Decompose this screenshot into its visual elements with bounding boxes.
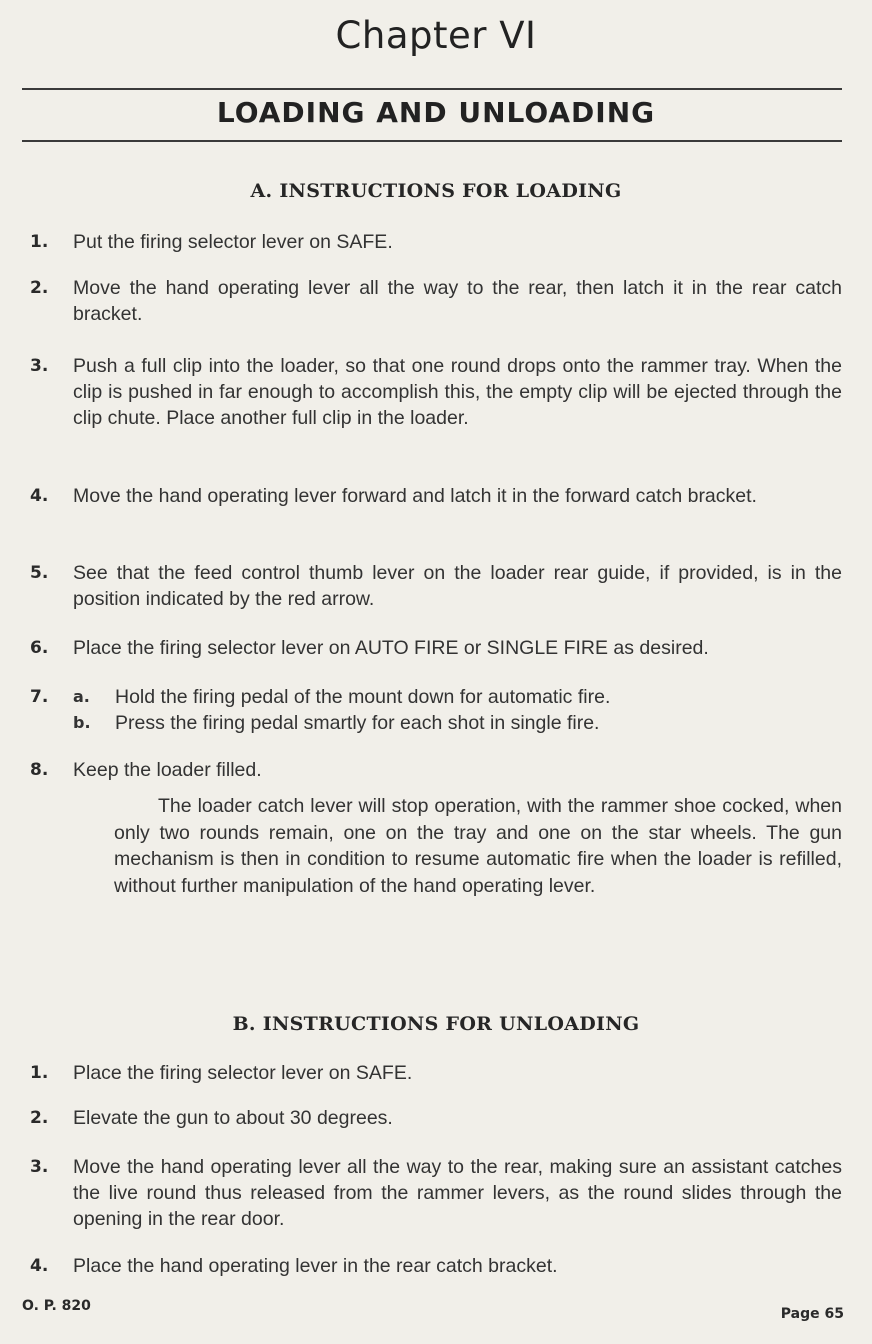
loading-step-6 (30, 635, 842, 661)
unloading-step-4 (30, 1253, 842, 1279)
substep-b (73, 710, 842, 736)
loading-step-2 (30, 275, 842, 327)
substep-a (73, 684, 842, 710)
step-text: Move the hand operating lever all the way to the rear, then latch it in the rear catch bracket. (73, 277, 842, 325)
unloading-step-2 (30, 1105, 842, 1131)
step-text: Push a full clip into the loader, so that one round drops onto the rammer tray. When the clip is pushed in far enough to accomplish this, the empty clip will be ejected through the clip chute. Place another full clip in the loader. (73, 355, 842, 429)
section-a-heading: A. INSTRUCTIONS FOR LOADING (250, 180, 622, 202)
document-number: O. P. 820 (22, 1298, 91, 1314)
loader-catch-note: The loader catch lever will stop operation, with the rammer shoe cocked, when only two rounds remain, one on the tray and one on the star wheels. The gun mechanism is then in condition to resume automatic fire when the loader is refilled, without further manipulation of the hand operating lever. (114, 795, 842, 897)
step-number: 2. (30, 278, 49, 298)
loading-step-4 (30, 483, 842, 509)
loading-step-5 (30, 560, 842, 612)
chapter-heading: Chapter VI (335, 14, 537, 57)
unloading-step-3 (30, 1154, 842, 1232)
step-number: 6. (30, 638, 49, 658)
step-number: 1. (30, 232, 49, 252)
loading-step-7 (30, 684, 842, 736)
step-number: 5. (30, 563, 49, 583)
step-text: Move the hand operating lever forward and latch it in the forward catch bracket. (73, 485, 757, 507)
loading-step-8 (30, 757, 842, 783)
page-title: LOADING AND UNLOADING (216, 96, 656, 129)
step-text: Elevate the gun to about 30 degrees. (73, 1107, 393, 1129)
step-text: Place the firing selector lever on SAFE. (73, 1062, 413, 1084)
unloading-step-1 (30, 1060, 842, 1086)
step-number: 4. (30, 486, 49, 506)
step-number: 2. (30, 1108, 49, 1128)
step-number: 3. (30, 356, 49, 376)
step-text: See that the feed control thumb lever on the loader rear guide, if provided, is in the position indicated by the red arrow. (73, 562, 842, 610)
title-rule (22, 140, 842, 142)
step-text: Move the hand operating lever all the way to the rear, making sure an assistant catches the live round thus released from the rammer levers, as the round slides through the opening in the rear door. (73, 1156, 842, 1230)
top-rule (22, 88, 842, 90)
substep-letter: b. (73, 713, 91, 732)
loading-step-3 (30, 353, 842, 431)
section-b-heading: B. INSTRUCTIONS FOR UNLOADING (232, 1013, 640, 1035)
step-text: Place the hand operating lever in the rear catch bracket. (73, 1255, 558, 1277)
step-number: 1. (30, 1063, 49, 1083)
step-number: 3. (30, 1157, 49, 1177)
step-text: Place the firing selector lever on AUTO FIRE or SINGLE FIRE as desired. (73, 637, 709, 659)
step-text: Keep the loader filled. (73, 759, 262, 781)
step-number: 4. (30, 1256, 49, 1276)
page-number: Page 65 (780, 1306, 844, 1322)
step-text: Put the firing selector lever on SAFE. (73, 231, 393, 253)
substep-text: Hold the firing pedal of the mount down for automatic fire. (115, 686, 611, 708)
step-number: 8. (30, 760, 49, 780)
substep-text: Press the firing pedal smartly for each shot in single fire. (115, 712, 600, 734)
substep-letter: a. (73, 687, 90, 706)
loading-step-1 (30, 229, 842, 255)
step-number: 7. (30, 687, 49, 707)
